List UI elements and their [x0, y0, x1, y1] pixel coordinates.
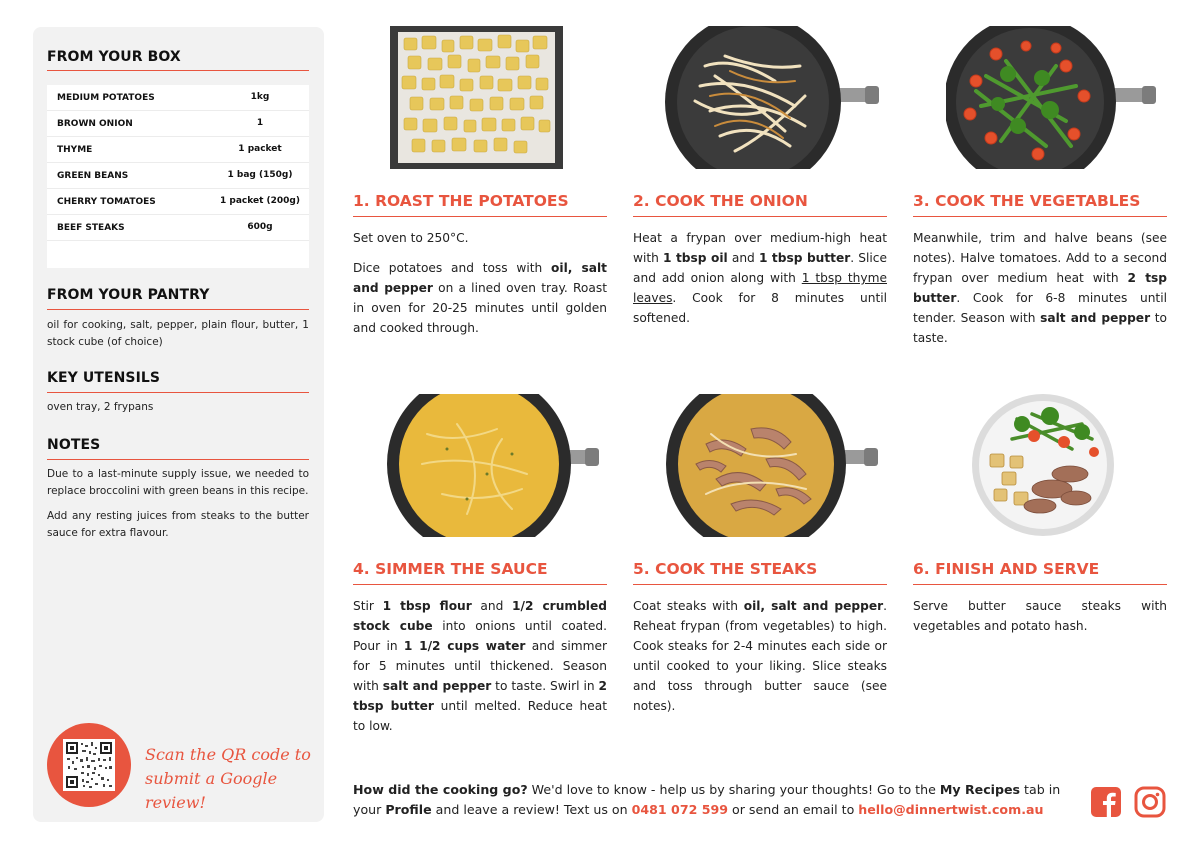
step-5-text [633, 596, 887, 716]
step-2-body [633, 228, 887, 338]
from-box-title: FROM YOUR BOX [47, 49, 181, 65]
ingredient-name: BROWN ONION [57, 119, 133, 129]
step-3-body [913, 228, 1167, 358]
step-5-rule [633, 584, 887, 585]
text: . Reheat frypan (from vegetables) to high. Cook steaks for 2-4 minutes each side or until cooked to your liking. Slice steaks and toss through butter sauce (see notes). [633, 599, 887, 713]
text: . Cook for 6-8 minutes until tender. Season with [913, 291, 1167, 325]
pantry-text: oil for cooking, salt, pepper, plain flour, butter, 1 stock cube (of choice) [47, 319, 309, 348]
sidebar [33, 27, 324, 822]
notes-title: NOTES [47, 437, 101, 453]
step-6-rule [913, 584, 1167, 585]
utensils-text: oven tray, 2 frypans [47, 401, 154, 413]
underlined-text: 1 tbsp thyme leaves [633, 271, 887, 305]
ingredient-qty: 1 bag (150g) [227, 170, 293, 180]
potatoes-tray-image [390, 26, 563, 169]
utensils-rule [47, 392, 309, 393]
text: Dice potatoes and toss with [353, 261, 552, 275]
ingredient-qty: 1 packet [238, 144, 282, 154]
ingredient-qty: 1kg [250, 92, 270, 102]
text: Meanwhile, trim and halve beans (see notes). Halve tomatoes. Add to a second frypan over medium heat with [913, 231, 1167, 285]
pantry-title: FROM YOUR PANTRY [47, 287, 210, 303]
qr-caption-line-2: submit a Google review! [145, 769, 278, 812]
ingredient-name: GREEN BEANS [57, 171, 129, 181]
text: and [471, 599, 513, 613]
bold-text: 2 tbsp butter [353, 679, 607, 713]
notes-text-1: Due to a last-minute supply issue, we needed to replace broccolini with green beans in this recipe. [47, 468, 309, 497]
step-6-body [913, 596, 1167, 646]
text: to taste. [913, 311, 1168, 345]
qr-code-icon[interactable] [63, 739, 115, 791]
step-1-text-2 [353, 258, 607, 338]
instagram-icon[interactable] [1134, 786, 1166, 818]
text: Coat steaks with [633, 599, 744, 613]
ingredient-qty: 1 [256, 118, 264, 128]
step-3-title: 3. COOK THE VEGETABLES [913, 192, 1141, 210]
step-2-title: 2. COOK THE ONION [633, 192, 808, 210]
sauce-pan-image [387, 394, 602, 537]
steaks-pan-image [666, 394, 882, 537]
step-3-rule [913, 216, 1167, 217]
step-1-rule [353, 216, 607, 217]
table-row [47, 189, 309, 215]
table-row [47, 215, 309, 241]
footer-review-text [353, 780, 1083, 820]
ingredient-name: THYME [57, 145, 93, 155]
table-row [47, 137, 309, 163]
bold-text: oil, salt and pepper [743, 599, 884, 613]
text: Stir [353, 599, 383, 613]
bold-text: 1 tbsp oil [663, 251, 728, 265]
bold-text: 1/2 crumbled stock cube [353, 599, 607, 633]
notes-rule [47, 459, 309, 460]
step-2-text [633, 228, 887, 328]
text: to taste. Swirl in [491, 679, 599, 693]
onion-pan-image [665, 26, 885, 169]
step-4-rule [353, 584, 607, 585]
utensils-title: KEY UTENSILS [47, 370, 161, 386]
step-4-title: 4. SIMMER THE SAUCE [353, 560, 548, 578]
ingredient-name: MEDIUM POTATOES [57, 93, 155, 103]
text: Heat a frypan over medium-high heat with [633, 231, 887, 265]
bold-text: 2 tsp butter [913, 271, 1168, 305]
text: on a lined oven tray. Roast in oven for 20-25 minutes until golden and cooked through. [353, 281, 607, 335]
served-plate-image [972, 394, 1115, 537]
notes-text-2: Add any resting juices from steaks to the butter sauce for extra flavour. [47, 510, 309, 539]
phone-link[interactable]: 0481 072 599 [631, 802, 729, 817]
step-5-title: 5. COOK THE STEAKS [633, 560, 818, 578]
text: . Slice and add onion along with [633, 251, 887, 285]
text: until melted. Reduce heat to low. [353, 699, 608, 733]
step-1-body [353, 228, 607, 348]
bold-text: oil, salt and pepper [353, 261, 607, 295]
qr-caption-line-1: Scan the QR code to [145, 745, 311, 764]
text: and [727, 251, 759, 265]
step-1-title: 1. ROAST THE POTATOES [353, 192, 569, 210]
profile-label: Profile [385, 802, 432, 817]
my-recipes-label: My Recipes [939, 782, 1021, 797]
text: We'd love to know - help us by sharing your thoughts! Go to the [527, 782, 940, 797]
bold-text: salt and pepper [1040, 311, 1151, 325]
ingredient-name: BEEF STEAKS [57, 223, 125, 233]
bold-text: 1 1/2 cups water [403, 639, 526, 653]
step-6-text: Serve butter sauce steaks with vegetables and potato hash. [913, 599, 1167, 633]
bold-text: salt and pepper [382, 679, 492, 693]
facebook-icon[interactable] [1090, 786, 1122, 818]
qr-badge [47, 723, 131, 807]
qr-caption [145, 743, 324, 815]
bold-text: 1 tbsp butter [758, 251, 851, 265]
step-4-body [353, 596, 607, 746]
text: . Cook for 8 minutes until softened. [633, 291, 887, 325]
step-5-body [633, 596, 887, 726]
table-row [47, 85, 309, 111]
email-link[interactable]: hello@dinnertwist.com.au [858, 802, 1044, 817]
step-6-title: 6. FINISH AND SERVE [913, 560, 1100, 578]
ingredient-qty: 1 packet (200g) [220, 196, 300, 206]
step-2-rule [633, 216, 887, 217]
from-box-rule [47, 70, 309, 71]
vegetables-pan-image [946, 26, 1161, 169]
step-4-text [353, 596, 607, 736]
table-row [47, 111, 309, 137]
bold-text: How did the cooking go? [353, 782, 528, 797]
pantry-rule [47, 309, 309, 310]
step-1-text-1: Set oven to 250°C. [353, 231, 469, 245]
step-3-text [913, 228, 1167, 348]
text: and simmer for 5 minutes until thickened. Season with [353, 639, 608, 693]
text: or send an email to [728, 802, 859, 817]
table-row [47, 163, 309, 189]
ingredients-table [47, 85, 309, 268]
text: and leave a review! Text us on [431, 802, 632, 817]
bold-text: 1 tbsp flour [382, 599, 472, 613]
text: tab in your [353, 782, 1061, 817]
text: into onions until coated. Pour in [353, 619, 608, 653]
ingredient-qty: 600g [247, 222, 273, 232]
ingredient-name: CHERRY TOMATOES [57, 197, 156, 207]
